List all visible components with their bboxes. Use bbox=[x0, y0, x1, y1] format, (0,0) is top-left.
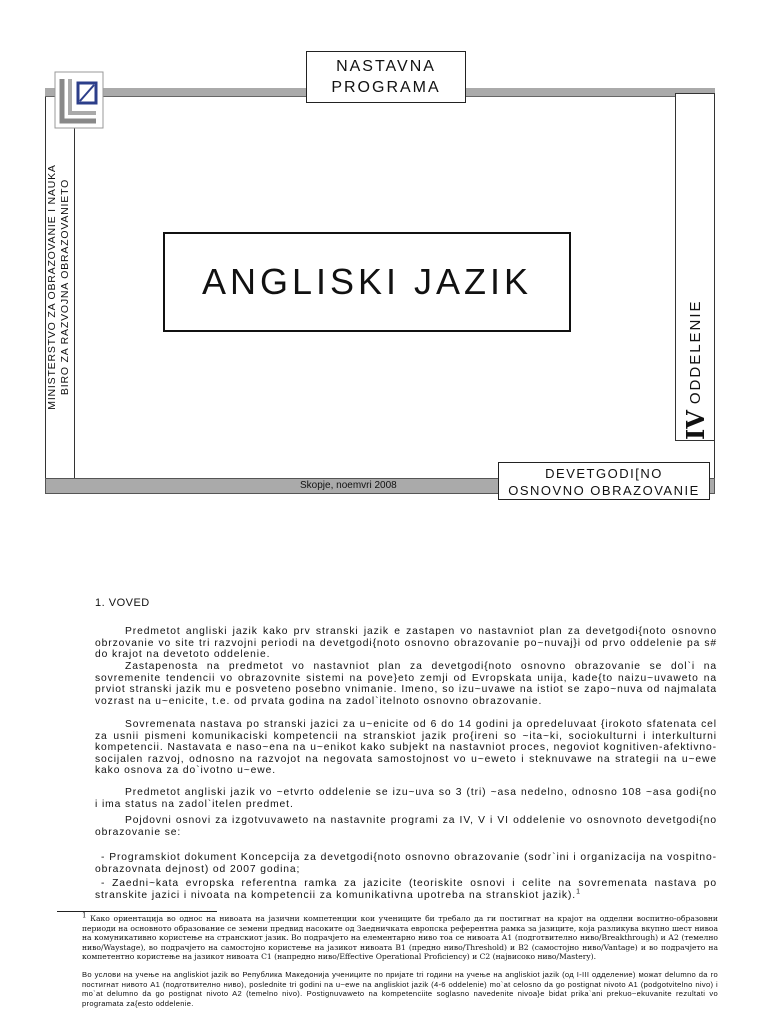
grade-word: ODDELENIE bbox=[686, 299, 704, 405]
list-item bbox=[95, 878, 717, 901]
footnote-mark: 1 bbox=[82, 911, 87, 920]
program-label-box bbox=[306, 51, 466, 103]
grade-label bbox=[676, 290, 714, 440]
footnote-continuation: Во услови на учење на angliskiot jazik во Република Македонија учениците по пријате tri години на учење на angliskiot jazik (од I-III одделение) можат delumno da го постигнат нивото A1 (подготвително ниво), poslednite tri godini na u~ewe na angliskiot jazik (4-6 oddelenie) mo`at celosno da go postignat nivoto A1 (podgotvitelno nivo) i mo`at delumno da go postignat nivoto A2 (temelno nivo). Postignuvaweto na kompetenciite soglasno navedenite nivoa}e bidat prika`ani prekuo~ekuvanite rezultati vo programata za{esto oddelenie. bbox=[82, 970, 718, 1008]
list-item-text: - Zaedni~kata evropska referentna ramka za jazicite (teoriskite osnovi i celite na sovremenata nastava po stranskite jazici i nivoata na kompetencii za komunikativna upotreba na stranskiot jazik). bbox=[95, 878, 717, 901]
school-type-box bbox=[498, 462, 710, 500]
program-label-line1: NASTAVNA bbox=[336, 58, 436, 75]
ministry-line2: BIRO ZA RAZVOJNA OBRAZOVANIETO bbox=[59, 178, 71, 396]
footnote bbox=[82, 911, 718, 962]
list-item: - Programskiot dokument Koncepcija za devetgodi{noto osnovno obrazovanie (sodr`ini i organizacija na vospitno-obrazovnata dejnost) od 2007 godina; bbox=[95, 852, 717, 875]
ministry-line1: MINISTERSTVO ZA OBRAZOVANIE I NAUKA bbox=[46, 164, 58, 410]
paragraph: Zastapenosta na predmetot vo nastavniot plan za devetgodi{noto osnovno obrazovanie se dol`i na sovremenite tendencii vo obrazovnite sistemi na pove}eto zemji od Evropskata unija, kade{to naizu~uvaweto na prviot stranski jazik mu e posveteno posebno vnimanie. Imeno, so izu~uvawe na istiot se zapo~nuva od najmalata vozrast na u~enicite, t.e. od prvata godina na zadol`itelnoto osnovno obrazovanie. bbox=[95, 661, 717, 707]
subject-title: ANGLISKI JAZIK bbox=[163, 232, 571, 332]
footnote-text-cyrillic: Како ориентација во однос на нивоата на јазични компетенции кои учениците би требало да ги постигнат на крајот на одделни воспитно-образовни периоди на основното образование се земени предвид насоките од Заедничката европска референтна рамка за јазиците, која разликува вкупно шест нивоа на комуникативно користење на странскиот јазик. Во подрачјето на елементарно ниво тоа се нивоата А1 (подготвително ниво/Breakthrough) и А2 (темелно ниво/Waystage), во подрачјето на самостојно користење на јазикот нивоата В1 (предно ниво/Threshold) и В2 (самостојно ниво/Vantage) и во подрачјето на компетентно користење на јазикот нивоата С1 (напредно ниво/Effective Operational Proficiency) и С2 (највисоко ниво/Mastery). bbox=[82, 914, 718, 962]
paragraph: Pojdovni osnovi za izgotvuvaweto na nastavnite programi za IV, V i VI oddelenie vo osnovnoto devetgodi{no obrazovanie se: bbox=[95, 815, 717, 838]
paragraph: Sovremenata nastava po stranski jazici za u~enicite od 6 do 14 godini ja opredeluvaat {irokoto sfatenata cel za usnii pismeni komunikaciski kompetencii na stranskiot jazik pro{ireni so ~ita~ki, sociokulturni i interkulturni kompetencii. Nastavata e naso~ena na u~enikot kako subjekt na nastavniot proces, negoviot kognitiven-afektivno-socijalen razvoj, odnosno na razvojot na negovata samostojnost vo u~eweto i steknuvawe na strategii na u~ewe kako osnova za do`ivotno u~ewe. bbox=[95, 719, 717, 777]
paragraph: Predmetot angliski jazik kako prv stranski jazik e zastapen vo nastavniot plan za devetgodi{noto osnovno obrzovanie vo site tri razvojni periodi na devetgodi{noto osnovno obrazovanie po~nuvaj}i od prvo oddelenie pa s# do krajot na devetoto oddelenie. bbox=[95, 626, 717, 661]
place-date: Skopje, noemvri 2008 bbox=[300, 480, 397, 491]
grade-roman: IV bbox=[680, 410, 710, 440]
paragraph: Predmetot angliski jazik vo ~etvrto oddelenie se izu~uva so 3 (tri) ~asa nedelno, odnosno 108 ~asa godi{no i ima status na zadol`itelen predmet. bbox=[95, 787, 717, 810]
footnote-separator bbox=[57, 911, 217, 912]
footnote-ref: 1 bbox=[576, 888, 581, 896]
section-heading: 1. VOVED bbox=[95, 597, 150, 609]
ministry-name bbox=[46, 162, 76, 412]
school-type-line2: OSNOVNO OBRAZOVANIE bbox=[508, 483, 700, 498]
ministry-logo bbox=[54, 71, 104, 129]
program-label-line2: PROGRAMA bbox=[331, 79, 441, 96]
school-type-line1: DEVETGODI[NO bbox=[545, 466, 663, 481]
